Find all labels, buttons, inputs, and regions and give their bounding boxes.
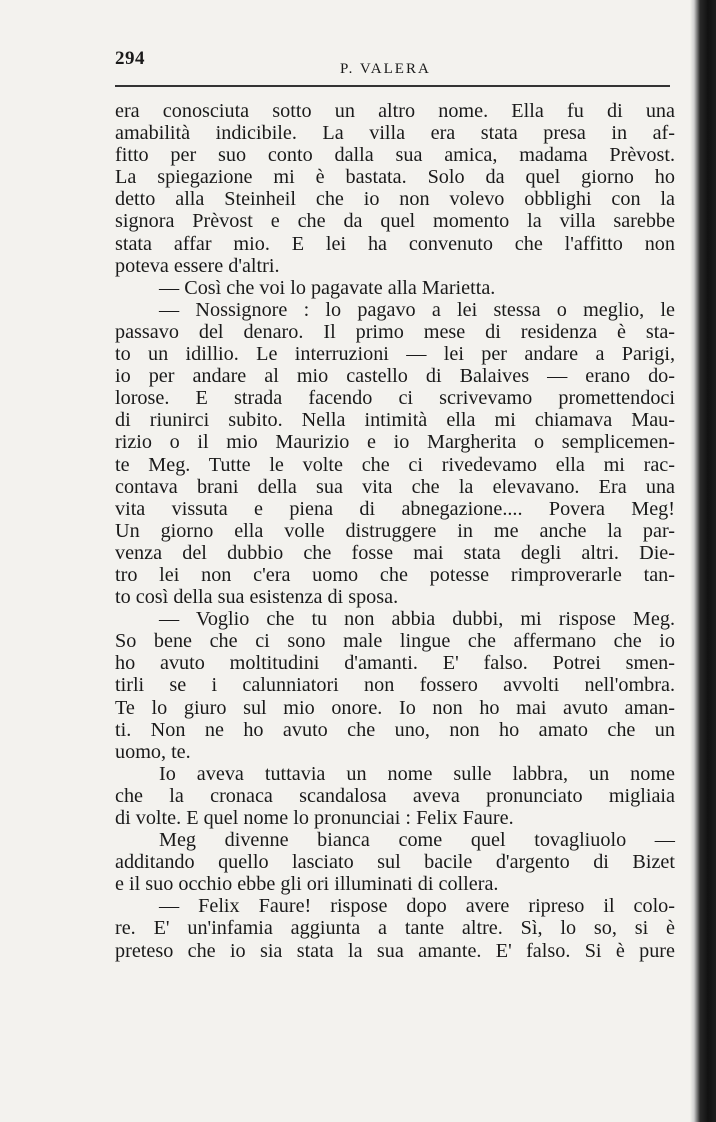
body-text (115, 100, 675, 962)
text-line: detto alla Steinheil che io non volevo obblighi con la (115, 188, 675, 211)
text-line: — Voglio che tu non abbia dubbi, mi rispose Meg. (159, 608, 675, 631)
text-line: La spiegazione mi è bastata. Solo da quel giorno ho (115, 166, 675, 189)
text-line: rizio o il mio Maurizio e io Margherita o semplicemen- (115, 431, 675, 454)
text-line: e il suo occhio ebbe gli ori illuminati di collera. (115, 873, 499, 896)
text-line: poteva essere d'altri. (115, 254, 280, 277)
text-line: di volte. E quel nome lo pronunciai : Felix Faure. (115, 807, 514, 829)
text-line: So bene che ci sono male lingue che affermano che io (115, 630, 675, 653)
text-line: Meg divenne bianca come quel tovagliuolo — (159, 829, 675, 852)
text-line: stata affar mio. E lei ha convenuto che l'affitto non (115, 232, 675, 255)
text-line: re. E' un'infamia aggiunta a tante altre. Sì, lo so, si è (115, 917, 675, 940)
text-line: vita vissuta e piena di abnegazione.... Povera Meg! (115, 497, 675, 520)
text-line: to un idillio. Le interruzioni — lei per andare a Parigi, (115, 343, 675, 366)
text-line: tirli se i calunniatori non fossero avvolti nell'ombra. (115, 674, 675, 697)
header-rule (115, 85, 670, 87)
text-line: Te lo giuro sul mio onore. Io non ho mai avuto aman- (115, 696, 675, 719)
text-line: to così della sua esistenza di sposa. (115, 586, 399, 609)
text-line: preteso che io sia stata la sua amante. E' falso. Si è pure (115, 939, 675, 962)
text-line: additando quello lasciato sul bacile d'argento di Bizet (115, 851, 675, 874)
text-line: Un giorno ella volle distruggere in me anche la par- (115, 519, 675, 542)
text-line: signora Prèvost e che da quel momento la villa sarebbe (115, 210, 675, 233)
text-line: uomo, te. (115, 740, 191, 763)
text-line: — Felix Faure! rispose dopo avere ripreso il colo- (159, 895, 675, 918)
text-line: ti. Non ne ho avuto che uno, non ho amato che un (115, 718, 675, 741)
text-line: ho avuto moltitudini d'amanti. E' falso. Potrei smen- (115, 652, 675, 675)
text-line: io per andare al mio castello di Balaives — erano do- (115, 365, 675, 388)
text-line: tro lei non c'era uomo che potesse rimproverarle tan- (115, 563, 675, 586)
text-line: — Nossignore : lo pagavo a lei stessa o meglio, le (159, 298, 675, 321)
running-head: P. VALERA (340, 61, 431, 77)
text-line: era conosciuta sotto un altro nome. Ella fu di una (115, 100, 675, 122)
page-header (115, 48, 670, 88)
book-binding-edge (690, 0, 716, 1122)
text-line: — Così che voi lo pagavate alla Marietta. (159, 276, 496, 299)
text-line: che la cronaca scandalosa aveva pronunciato migliaia (115, 784, 675, 807)
page-number: 294 (115, 48, 145, 69)
text-line: Io aveva tuttavia un nome sulle labbra, un nome (159, 762, 675, 785)
text-line: contava brani della sua vita che la elevavano. Era una (115, 475, 675, 498)
text-line: di riunirci subito. Nella intimità ella mi chiamava Mau- (115, 409, 675, 432)
text-line: fitto per suo conto dalla sua amica, madama Prèvost. (115, 144, 675, 167)
text-line: lorose. E strada facendo ci scrivevamo promettendoci (115, 387, 675, 410)
text-line: amabilità indicibile. La villa era stata presa in af- (115, 122, 675, 145)
text-line: passavo del denaro. Il primo mese di residenza è sta- (115, 320, 675, 343)
text-line: te Meg. Tutte le volte che ci rivedevamo ella mi rac- (115, 453, 675, 476)
text-line: venza del dubbio che fosse mai stata degli altri. Die- (115, 541, 675, 564)
